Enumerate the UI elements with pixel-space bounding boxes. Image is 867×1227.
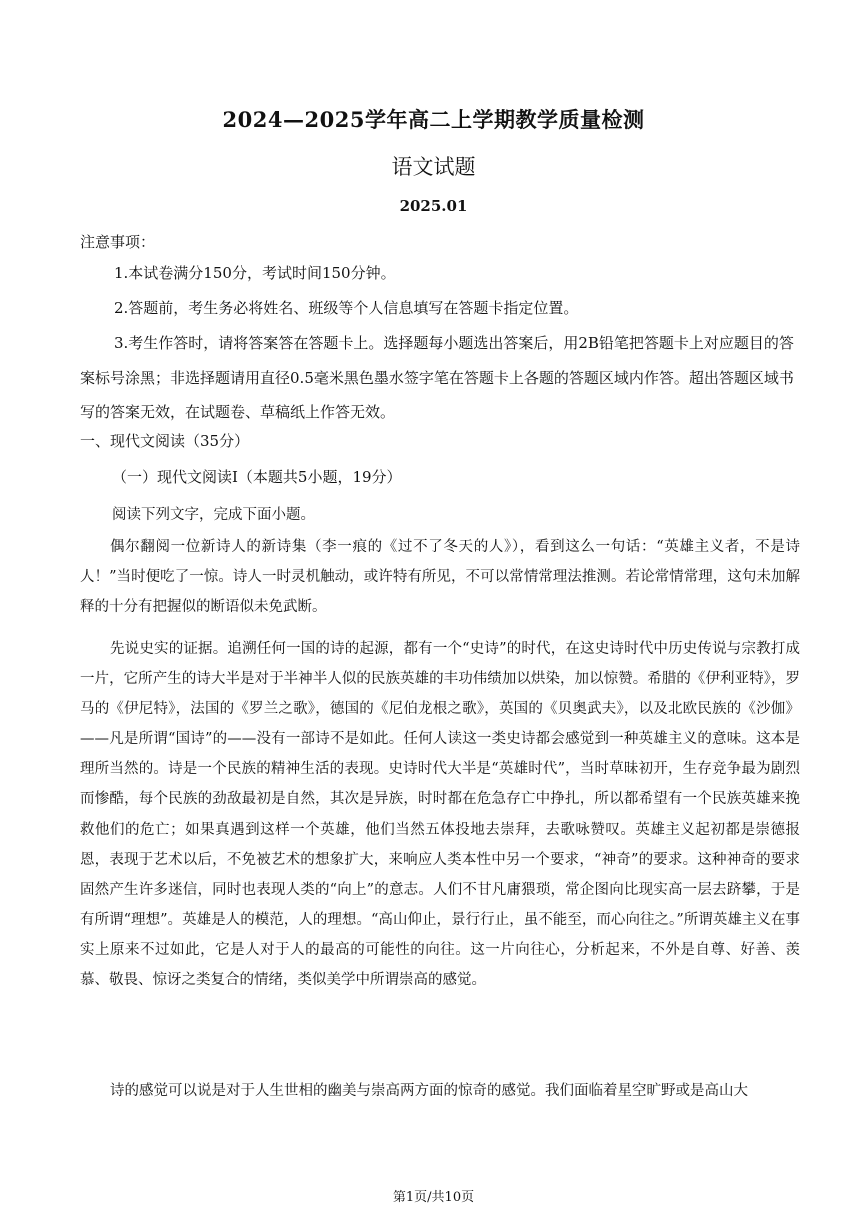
notice-heading: 注意事项： [80,233,156,251]
page-footer: 第1页/共10页 [392,1190,475,1205]
reading-instruction: 阅读下列文字，完成下面小题。 [112,507,315,523]
passage-paragraph-3: 诗的感觉可以说是对于人生世相的幽美与崇高两方面的惊奇的感觉。我们面临着星空旷野或是高山大 [110,1083,748,1099]
exam-subtitle: 语文试题 [391,155,476,179]
notice-item-3: 3.考生作答时，请将答案答在答题卡上。选择题每小题选出答案后，用2B铅笔把答题卡上对应题目的答案标号涂黑；非选择题请用直径0.5毫米黑色墨水签字笔在答题卡上各题的答题区域内作答。超出答题区域书写的答案无效，在试题卷、草稿纸上作答无效。 [80,334,794,421]
exam-title: 2024—2025学年高二上学期教学质量检测 [222,107,645,132]
notice-item-2: 2.答题前，考生务必将姓名、班级等个人信息填写在答题卡指定位置。 [114,299,579,317]
notice-item-1: 1.本试卷满分150分，考试时间150分钟。 [114,264,396,282]
section-heading: 一、现代文阅读（35分） [80,432,250,450]
passage-paragraph-2: 先说史实的证据。追溯任何一国的诗的起源，都有一个“史诗”的时代，在这史诗时代中历史传说与宗教打成一片，它所产生的诗大半是对于半神半人似的民族英雄的丰功伟绩加以烘染，加以惊赞。希腊的《伊利亚特》，罗马的《伊尼特》，法国的《罗兰之歌》，德国的《尼伯龙根之歌》，英国的《贝奥武夫》，以及北欧民族的《沙伽》——凡是所谓“国诗”的——没有一部诗不是如此。任何人读这一类史诗都会感觉到一种英雄主义的意味。这本是理所当然的。诗是一个民族的精神生活的表现。史诗时代大半是“英雄时代”，当时草昧初开，生存竞争最为剧烈而惨酷，每个民族的劲敌最初是自然，其次是异族，时时都在危急存亡中挣扎，所以都希望有一个民族英雄来挽救他们的危亡；如果真遇到这样一个英雄，他们当然五体投地去崇拜，去歌咏赞叹。英雄主义起初都是崇德报恩，表现于艺术以后，不免被艺术的想象扩大，来响应人类本性中另一个要求，“神奇”的要求。这种神奇的要求固然产生许多迷信，同时也表现人类的“向上”的意志。人们不甘凡庸猥琐，常企图向比现实高一层去跻攀，于是有所谓“理想”。英雄是人的模范，人的理想。“高山仰止，景行行止，虽不能至，而心向往之。”所谓英雄主义在事实上原来不过如此，它是人对于人的最高的可能性的向往。这一片向往心，分析起来，不外是自尊、好善、羡慕、敬畏、惊讶之类复合的情绪，类似美学中所谓崇高的感觉。 [80,641,800,989]
subsection-heading: （一）现代文阅读Ⅰ（本题共5小题，19分） [112,468,402,486]
exam-date: 2025.01 [399,197,468,215]
passage-paragraph-1: 偶尔翻阅一位新诗人的新诗集（李一痕的《过不了冬天的人》），看到这么一句话：“英雄主义者，不是诗人！”当时便吃了一惊。诗人一时灵机触动，或许特有所见，不可以常情常理法推测。若论常情常理，这句未加解释的十分有把握似的断语似未免武断。 [80,539,800,616]
